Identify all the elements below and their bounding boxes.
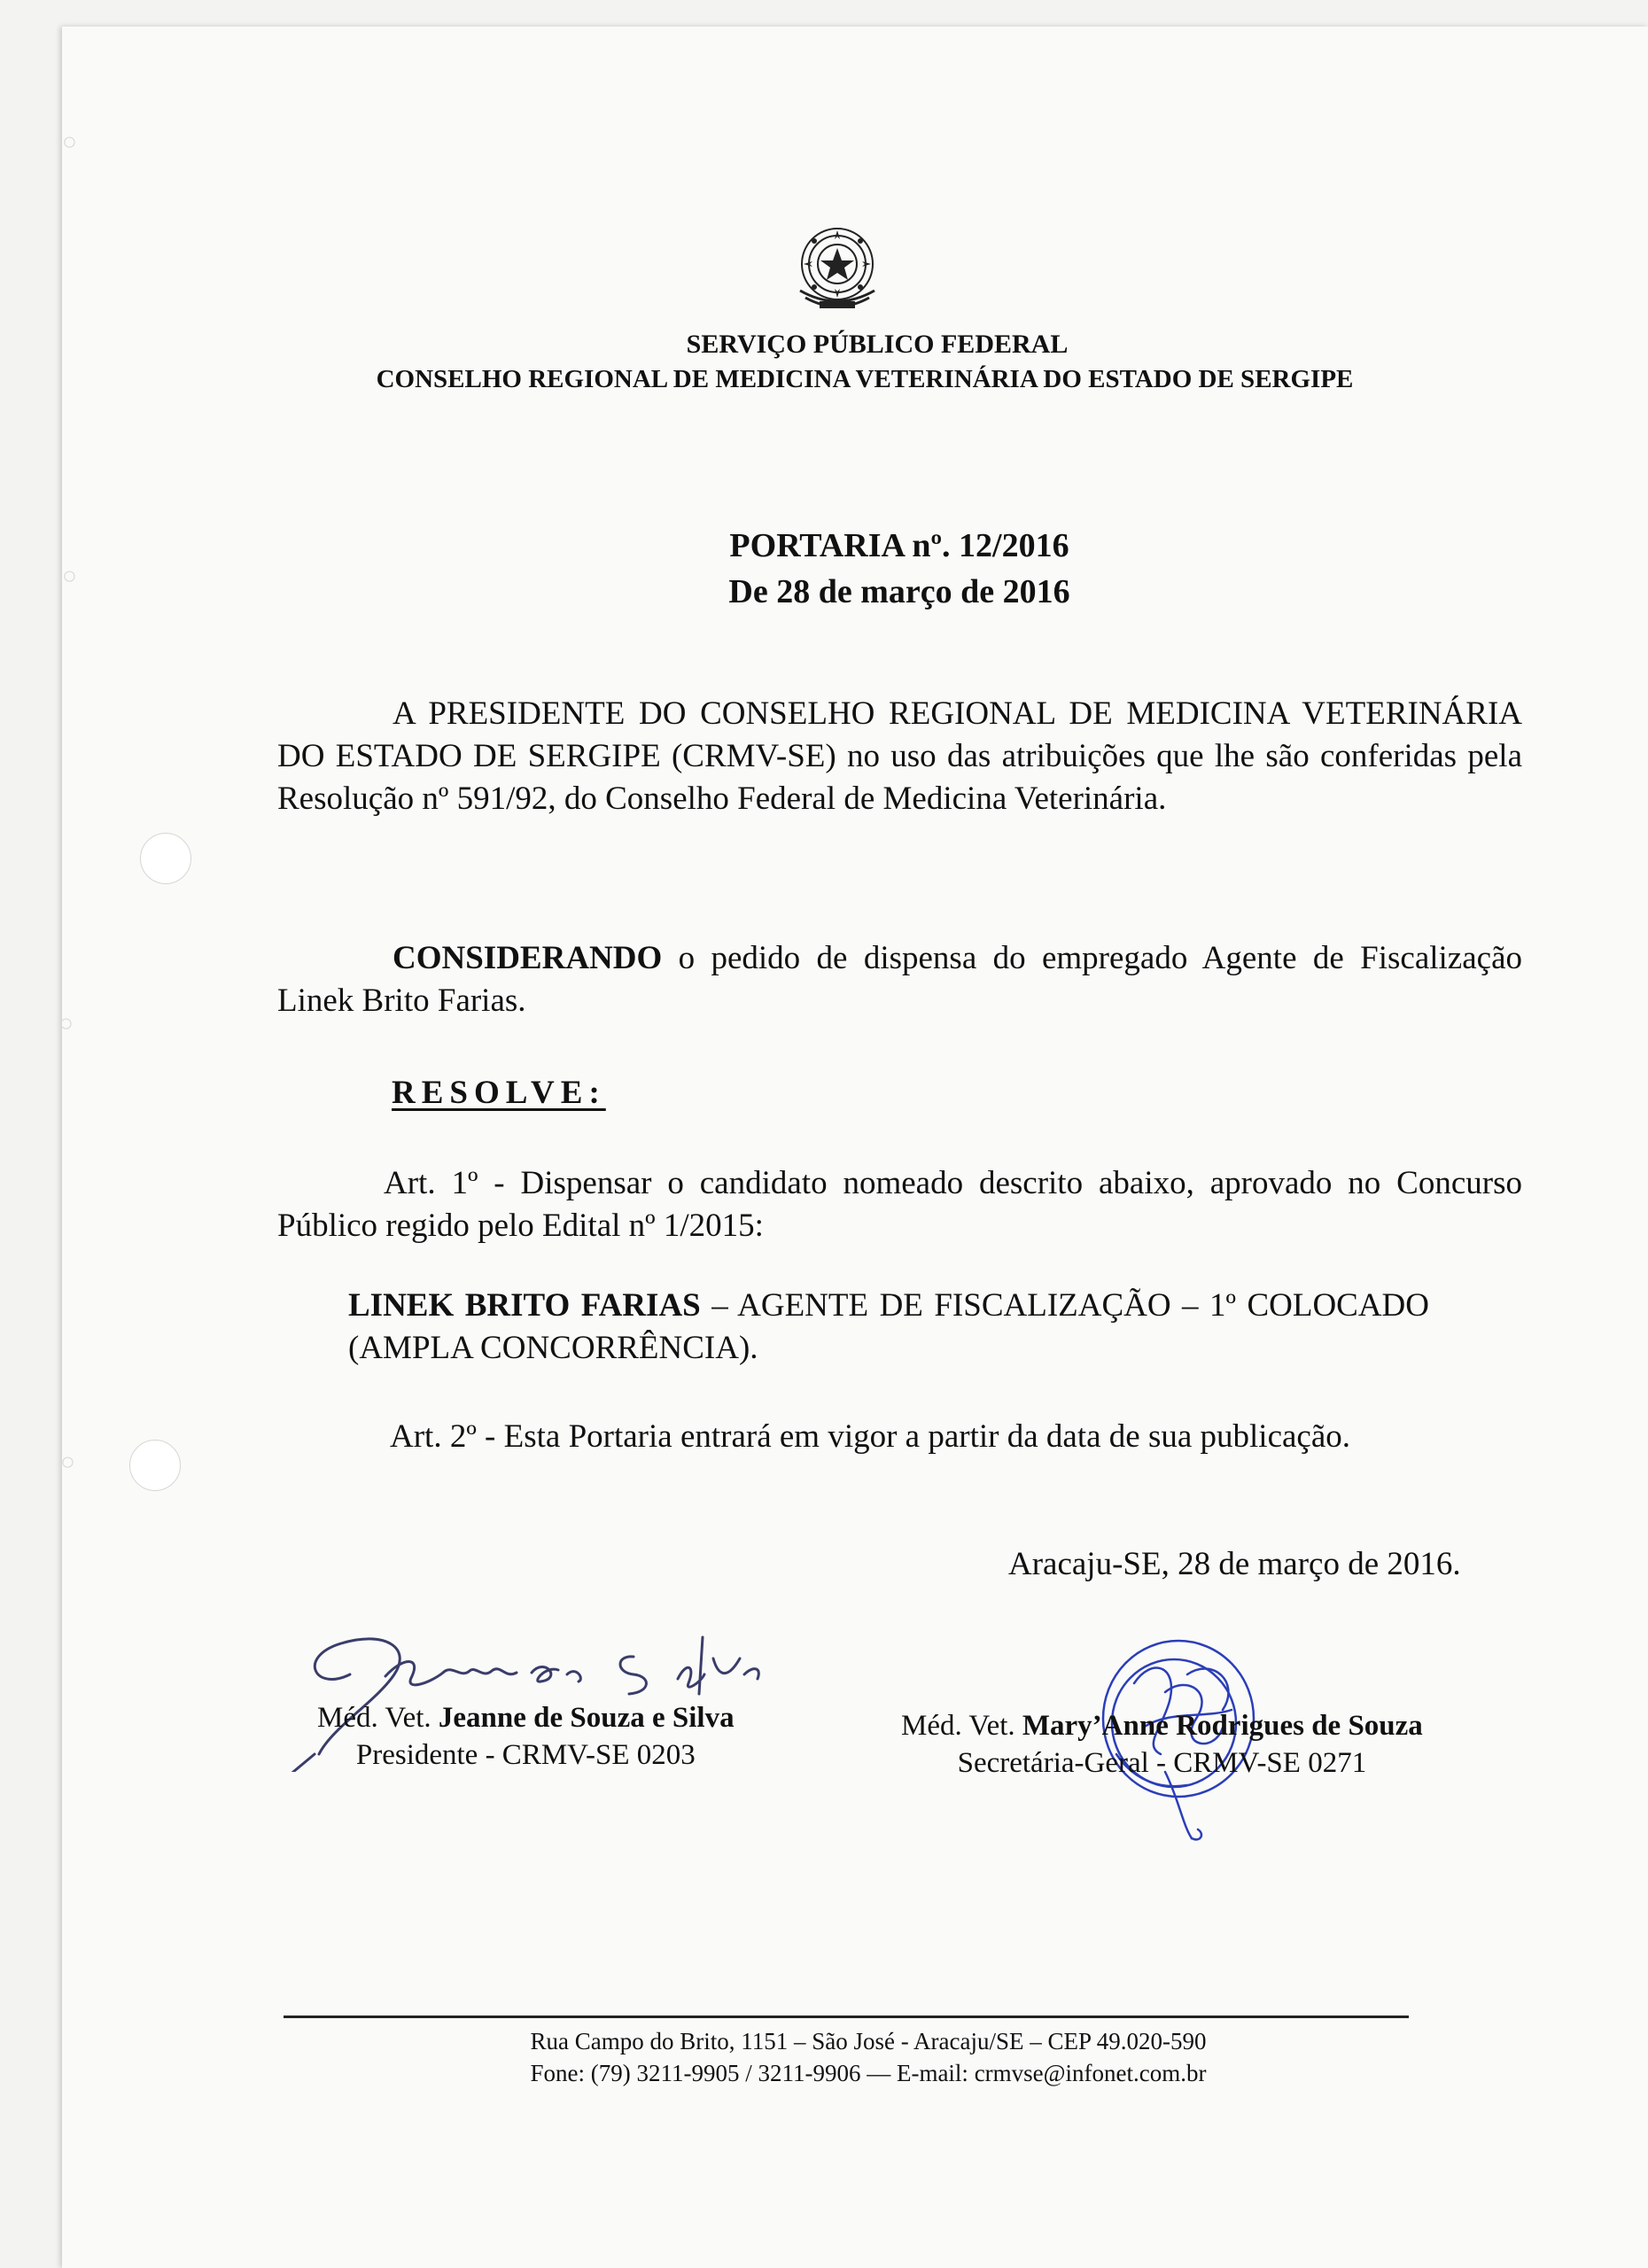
signatory-left [317,1699,735,1774]
article-1 [277,1162,1522,1247]
signatory-right-name: Mary’Anne Rodrigues de Souza [1022,1710,1423,1742]
signatory-left-prefix: Méd. Vet. [317,1702,439,1734]
considerando-paragraph [277,937,1522,1022]
signatory-left-name: Jeanne de Souza e Silva [438,1702,735,1734]
signatory-right-role: Secretária-Geral - CRMV-SE 0271 [957,1747,1367,1779]
bleed-through-mark: ○ [62,128,77,156]
resolve-heading: RESOLVE: [392,1075,606,1111]
footer-address: Rua Campo do Brito, 1151 – São José - Aracaju/SE – CEP 49.020-590 [530,2028,1207,2054]
portaria-date: De 28 de março de 2016 [728,573,1070,610]
signatory-right-prefix: Méd. Vet. [901,1710,1022,1742]
coat-of-arms-seal-icon [784,213,890,319]
punch-hole [129,1440,181,1491]
punch-hole [140,833,191,884]
council-heading: CONSELHO REGIONAL DE MEDICINA VETERINÁRIA DO ESTADO DE SERGIPE [376,365,1354,393]
bleed-through-mark: ○ [60,1449,75,1476]
bleed-through-mark: ○ [62,563,77,590]
service-heading: SERVIÇO PÚBLICO FEDERAL [686,330,1069,359]
intro-text: A PRESIDENTE DO CONSELHO REGIONAL DE MEDICINA VETERINÁRIA DO ESTADO DE SERGIPE (CRMV-SE) no uso das atribuições que lhe são conferidas pela Resolução nº 591/92, do Conselho Federal de Medicina Veterinária. [277,695,1522,817]
signatory-left-name-line [317,1699,735,1736]
portaria-title: PORTARIA nº. 12/2016 [729,527,1069,564]
considerando-text: o pedido de dispensa do empregado Agente de Fiscalização Linek Brito Farias. [277,940,1522,1019]
bleed-through-mark: ○ [58,1010,74,1037]
document-page [62,27,1648,2268]
article-1-text: Art. 1º - Dispensar o candidato nomeado descrito abaixo, aprovado no Concurso Público regido pelo Edital nº 1/2015: [277,1165,1522,1244]
intro-paragraph [277,693,1522,820]
candidate-name: LINEK BRITO FARIAS [348,1287,701,1324]
signatory-right-name-line [901,1707,1423,1744]
place-and-date: Aracaju-SE, 28 de março de 2016. [1008,1546,1461,1582]
considerando-lead: CONSIDERANDO [393,940,663,976]
article-2: Art. 2º - Esta Portaria entrará em vigor a partir da data de sua publicação. [390,1418,1351,1455]
candidate-details: – AGENTE DE FISCALIZAÇÃO – 1º COLOCADO (AMPLA CONCORRÊNCIA). [348,1287,1429,1366]
named-candidate [348,1285,1429,1370]
footer-divider [284,2016,1409,2018]
footer-contact: Fone: (79) 3211-9905 / 3211-9906 — E-mail: crmvse@infonet.com.br [530,2060,1207,2086]
signatory-right [901,1707,1423,1782]
signatory-left-role: Presidente - CRMV-SE 0203 [355,1739,696,1771]
